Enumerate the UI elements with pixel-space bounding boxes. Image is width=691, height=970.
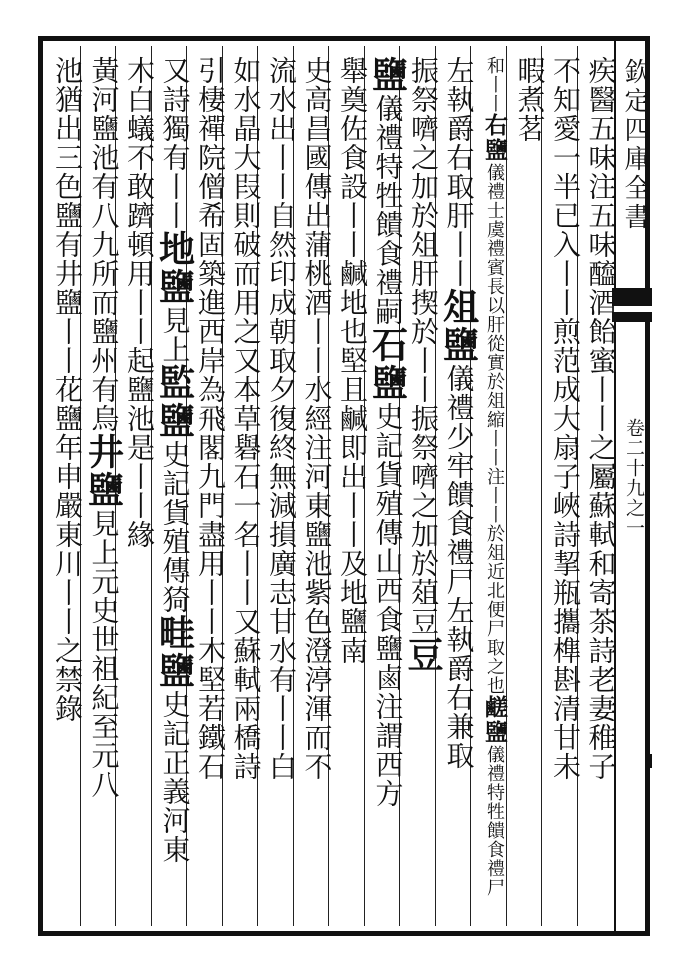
entry-text: 鹽池是丨丨緣 [123,375,156,549]
entry-text: 史記貨殖傳山西食鹽鹵注謂西方 [371,402,405,808]
column-text [437,56,480,770]
entry-text: 見上 [158,306,192,364]
text-columns [44,46,618,926]
column-text [48,56,86,723]
column-text [404,56,442,674]
entry-text: 又詩獨有丨丨 [158,56,192,230]
entry-text: 年申嚴東川丨丨之禁錄 [51,433,84,723]
column-text [366,56,409,808]
entry-text: 流水出丨丨自然印成朝取夕復終無減損廣志甘水有丨丨白 [265,56,298,781]
column-text [582,56,620,781]
entry-heading: 鹺鹽 [481,695,508,745]
column-text [298,56,336,781]
entry-text: 見上元史世祖紀至元八 [87,509,121,799]
column-text [227,56,265,781]
column-text [262,56,300,781]
entry-heading: 監鹽 [153,364,196,440]
entry-text: 儀禮士虞禮賓長以肝從實於俎縮 [484,163,505,429]
column-text [82,56,125,799]
entry-text: 舉奠佐食設丨丨 [336,56,369,259]
entry-text: 和丨丨 [484,56,505,113]
entry-text: 丨丨注丨丨於俎近北便尸取之也 [484,429,505,695]
entry-text: 儀禮特牲饋食禮嗣 [371,94,405,326]
entry-heading: 井鹽 [82,433,125,509]
entry-text: 暇煮茗 [513,56,547,143]
column-text [153,56,196,864]
entry-text: 鹹地也堅且鹹即出丨丨及地鹽南 [336,259,369,665]
entry-text: 儀禮特牲饋食禮尸 [484,745,505,897]
entry-heading: 畦鹽 [153,614,196,690]
entry-text: 史高昌國傳出蒲桃酒丨丨水經注河東鹽池紫色澄渟渾而不 [300,56,334,781]
entry-text: 疾醫五味注五味醯酒飴蜜丨丨之屬蘇軾和寄茶詩老妻稚子 [584,56,618,781]
margin-tick [648,754,652,768]
entry-heading: 俎鹽 [437,288,480,364]
book-title: 欽定四庫全書 [620,58,650,232]
entry-heading: 右鹽 [481,113,508,163]
entry-heading: 地鹽 [153,230,196,306]
column-text [333,56,371,665]
entry-heading: 鹽 [366,56,409,94]
entry-text: 肝揳於丨丨振祭嚌之加於葅豆 [407,259,440,636]
column-text [191,56,229,781]
entry-text: 左執爵右取肝丨丨 [442,56,476,288]
entry-text: 史記正義河東 [158,690,192,864]
column-text [475,56,513,897]
column-text [511,56,549,143]
text-column [541,46,582,926]
entry-text: 儀禮少牢饋食禮尸左執爵右兼取 [442,364,476,770]
entry-heading: 石鹽 [366,326,409,402]
entry-text: 池猶出三色鹽有井鹽丨丨花鹽 [51,56,84,433]
entry-text: 引棲禪院僧希固築進西岸為飛閣九門盡用丨丨木堅若鐵石 [194,56,227,781]
entry-text: 振祭嚌之加於俎 [407,56,440,259]
entry-text: 史記貨殖傳猗 [158,440,192,614]
entry-text: 木白蟻不敢躋 [123,56,156,230]
entry-text: 如水晶大叚則破而用之又本草礜石一名丨丨又蘇軾兩橋詩 [229,56,263,781]
entry-text: 黃河鹽池有八九所而鹽州有烏 [87,56,121,433]
entry-text: 頓用丨丨起 [123,230,156,375]
entry-heading: 豆 [402,636,444,674]
column-text [546,56,584,781]
text-column [44,46,84,926]
volume-label: 卷二十九之一 [623,418,645,538]
column-text [120,56,158,549]
entry-text: 不知愛一半已入丨丨煎范成大扇子峽詩挈瓶攜榫斟清甘未 [549,56,582,781]
